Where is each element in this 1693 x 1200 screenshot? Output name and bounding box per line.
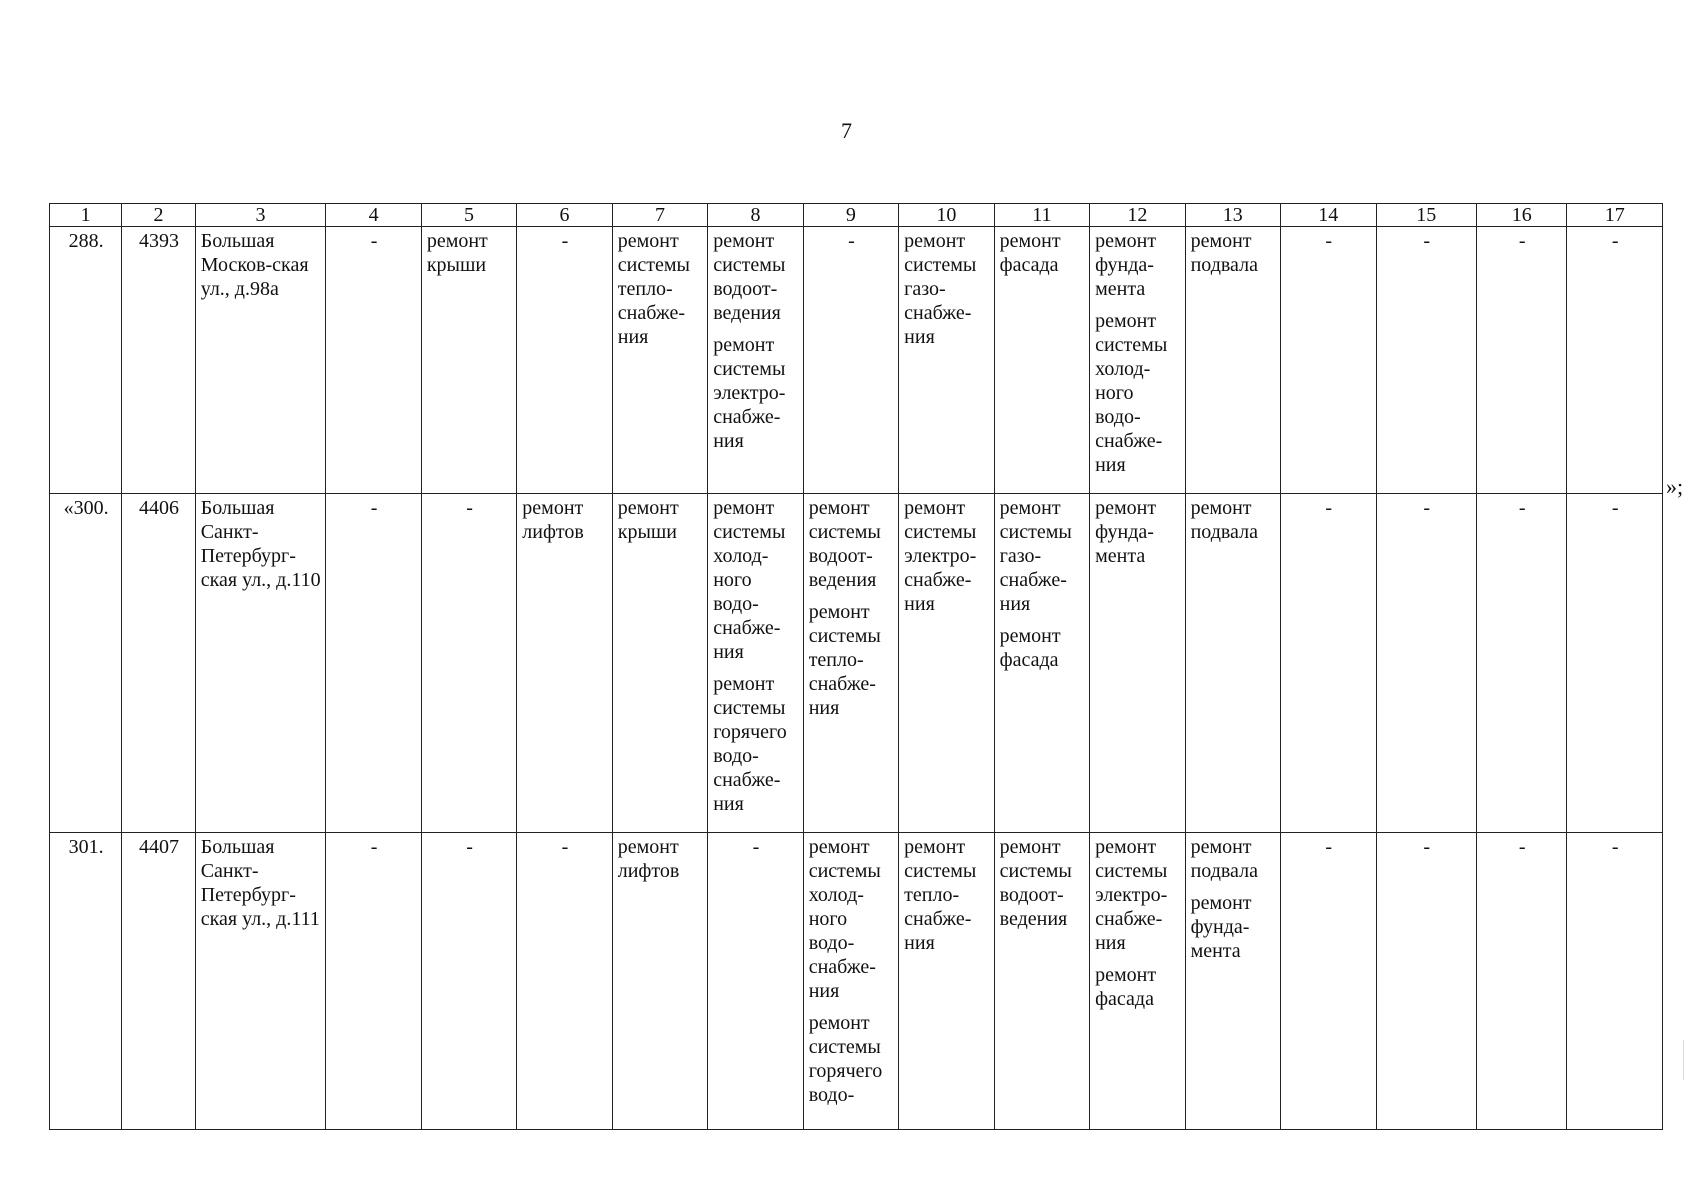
work-item: ремонт подвала (1190, 230, 1258, 276)
work-item: ремонт системы тепло-снабже-ния (808, 601, 881, 719)
work-item: - (370, 836, 378, 858)
table-row (50, 833, 1663, 1130)
work-item: ремонт подвала (1190, 836, 1258, 882)
work-item: ремонт фунда-мента (1095, 230, 1157, 300)
column-header: 8 (708, 204, 803, 227)
work-type-cell (803, 227, 898, 494)
work-item: - (752, 836, 760, 858)
work-item: ремонт крыши (426, 230, 488, 276)
building-id-cell: 4407 (122, 833, 195, 1130)
work-item: - (370, 497, 378, 519)
row-number-cell: 301. (50, 833, 122, 1130)
margin-mark (1683, 1040, 1684, 1080)
work-item: ремонт крыши (617, 497, 679, 543)
column-header: 15 (1376, 204, 1476, 227)
work-type-cell (899, 227, 994, 494)
work-type-cell (803, 833, 898, 1130)
work-type-cell (517, 833, 612, 1130)
address-cell: Большая Санкт-Петербург-ская ул., д.111 (195, 833, 326, 1130)
work-type-cell (1476, 494, 1566, 833)
work-type-cell (1185, 227, 1280, 494)
work-type-cell (1281, 227, 1376, 494)
column-header: 3 (195, 204, 326, 227)
column-header: 10 (899, 204, 994, 227)
work-type-cell (326, 227, 421, 494)
work-item: ремонт системы электро-снабже-ния (1095, 836, 1168, 954)
work-item: ремонт фунда-мента (1190, 892, 1252, 962)
work-type-cell (1567, 227, 1663, 494)
work-item: - (561, 230, 569, 252)
column-header: 6 (517, 204, 612, 227)
work-type-cell (1376, 833, 1476, 1130)
work-item: - (370, 230, 378, 252)
work-type-cell (994, 833, 1089, 1130)
work-type-cell (421, 494, 516, 833)
work-type-cell (421, 833, 516, 1130)
work-type-cell (1185, 494, 1280, 833)
table-row (50, 494, 1663, 833)
work-item: - (561, 836, 569, 858)
work-type-cell (994, 494, 1089, 833)
column-header: 14 (1281, 204, 1376, 227)
work-item: ремонт подвала (1190, 497, 1258, 543)
work-item: ремонт системы водоот-ведения (808, 497, 881, 591)
work-item: - (1611, 497, 1619, 519)
work-type-cell (1281, 833, 1376, 1130)
work-type-cell (612, 833, 707, 1130)
column-header: 12 (1090, 204, 1185, 227)
work-type-cell (1567, 833, 1663, 1130)
work-type-cell (1567, 494, 1663, 833)
work-item: ремонт системы тепло-снабже-ния (904, 836, 977, 954)
column-header: 11 (994, 204, 1089, 227)
column-header: 17 (1567, 204, 1663, 227)
work-item: - (1423, 230, 1431, 252)
work-type-cell (326, 494, 421, 833)
work-item: - (1423, 497, 1431, 519)
column-header: 16 (1476, 204, 1566, 227)
work-item: ремонт фасада (999, 625, 1061, 671)
column-header: 13 (1185, 204, 1280, 227)
column-header: 9 (803, 204, 898, 227)
address-cell: Большая Москов-ская ул., д.98а (195, 227, 326, 494)
work-item: ремонт системы холод-ного водо-снабже-ния (713, 497, 786, 663)
closing-quote-mark: »; (1666, 474, 1684, 499)
work-type-cell (517, 494, 612, 833)
column-header: 7 (612, 204, 707, 227)
work-type-cell (612, 494, 707, 833)
work-item: ремонт фасада (999, 230, 1061, 276)
work-item: ремонт лифтов (617, 836, 680, 882)
work-type-cell (326, 833, 421, 1130)
column-header: 5 (421, 204, 516, 227)
work-item: - (466, 836, 473, 858)
work-item: - (1611, 230, 1619, 252)
work-item: ремонт системы холод-ного водо-снабже-ния (808, 836, 881, 1002)
work-type-cell (899, 494, 994, 833)
work-item: ремонт системы водоот-ведения (999, 836, 1072, 930)
work-item: ремонт системы горячего водо-снабже-ния (713, 673, 787, 815)
work-item: - (1518, 497, 1526, 519)
work-type-cell (1090, 227, 1185, 494)
work-type-cell (708, 494, 803, 833)
work-item: ремонт системы холод-ного водо-снабже-ния (1095, 310, 1168, 476)
column-header: 2 (122, 204, 195, 227)
page-number: 7 (841, 118, 852, 143)
work-type-cell (1476, 833, 1566, 1130)
work-type-cell (1090, 494, 1185, 833)
work-item: ремонт системы электро-снабже-ния (713, 334, 786, 452)
table-row (50, 227, 1663, 494)
work-item: ремонт системы газо-снабже-ния (999, 497, 1072, 615)
work-item: - (1325, 836, 1333, 858)
work-type-cell (1090, 833, 1185, 1130)
work-item: - (848, 230, 855, 252)
column-header: 1 (50, 204, 122, 227)
work-item: - (1423, 836, 1431, 858)
address-cell: Большая Санкт-Петербург-ская ул., д.110 (195, 494, 326, 833)
repair-works-table (49, 203, 1663, 1130)
work-item: ремонт лифтов (522, 497, 584, 543)
work-item: ремонт системы тепло-снабже-ния (617, 230, 690, 348)
work-item: - (1518, 230, 1526, 252)
work-item: - (1325, 230, 1333, 252)
row-number-cell: «300. (50, 494, 122, 833)
work-item: - (1518, 836, 1526, 858)
building-id-cell: 4406 (122, 494, 195, 833)
work-item: ремонт фунда-мента (1095, 497, 1157, 567)
row-number-cell: 288. (50, 227, 122, 494)
work-type-cell (803, 494, 898, 833)
work-type-cell (708, 833, 803, 1130)
work-type-cell (899, 833, 994, 1130)
work-type-cell (1185, 833, 1280, 1130)
work-item: - (466, 497, 473, 519)
work-type-cell (708, 227, 803, 494)
work-item: - (1325, 497, 1333, 519)
work-type-cell (1476, 227, 1566, 494)
work-item: ремонт фасада (1095, 964, 1157, 1010)
column-number-row (50, 204, 1663, 227)
work-type-cell (994, 227, 1089, 494)
work-item: ремонт системы газо-снабже-ния (904, 230, 977, 348)
work-item: ремонт системы электро-снабже-ния (904, 497, 977, 615)
work-type-cell (612, 227, 707, 494)
column-header: 4 (326, 204, 421, 227)
work-type-cell (1376, 494, 1476, 833)
work-item: - (1611, 836, 1619, 858)
work-item: ремонт системы водоот-ведения (713, 230, 786, 324)
work-item: ремонт системы горячего водо- (808, 1012, 883, 1106)
work-type-cell (517, 227, 612, 494)
work-type-cell (1376, 227, 1476, 494)
work-type-cell (1281, 494, 1376, 833)
work-type-cell (421, 227, 516, 494)
building-id-cell: 4393 (122, 227, 195, 494)
